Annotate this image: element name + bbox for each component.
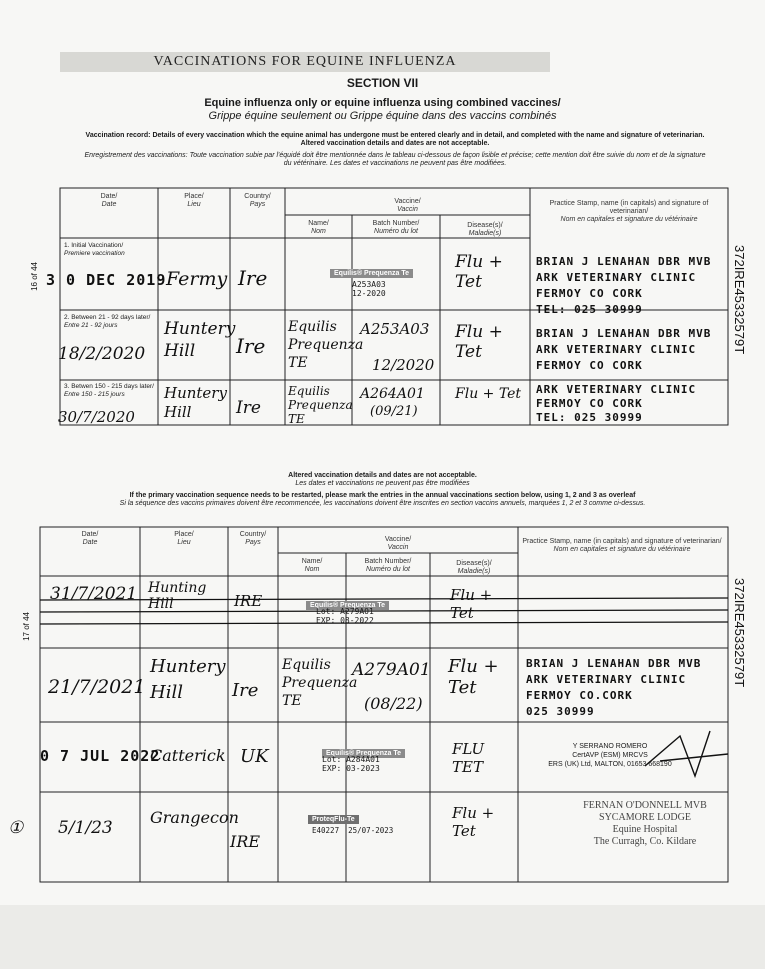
record-en-1: Vaccination record: Details of every vaccination which the equine animal has undergone must be entered clearly and in detail, and completed with the name and signature of veterinarian. (85, 132, 705, 139)
annual-row4-place: Grangecon (150, 808, 239, 827)
annual-row2-stamp: BRIAN J LENAHAN DBR MVB ARK VETERINARY CLINIC FERMOY CO.CORK 025 30999 (526, 657, 702, 718)
row1-place: Fermy (166, 268, 228, 290)
col-date-header: Date/ Date (100, 193, 118, 208)
subtitle-fr: Grippe équine seulement ou Grippe équine dans des vaccins combinés (208, 110, 557, 122)
col-disease-header: Disease(s)/ Maladie(s) (467, 222, 503, 237)
annual-row4-date: 5/1/23 (58, 818, 113, 838)
record-fr-2: du vétérinaire. Les dates et vaccinations ne peuvent pas être modifiées. (283, 160, 507, 167)
record-en-2: Altered vaccination details and dates are not acceptable. (300, 140, 490, 147)
row3-batch-date: (09/21) (370, 404, 418, 419)
annual-col-place-header: Place/ Lieu (174, 531, 194, 546)
row2-place: Huntery Hill (164, 319, 236, 361)
row1-country: Ire (238, 266, 268, 290)
page-number-bottom: 17 of 44 (22, 612, 31, 641)
col-country-header: Country/ Pays (244, 193, 271, 208)
annual-row1-place: Hunting Hill (148, 580, 207, 612)
annual-row1-vaccine-sticker: Equilis® Prequenza Te (306, 594, 389, 612)
row3-batch: A264A01 (360, 386, 425, 402)
annual-row4-country: IRE (230, 832, 261, 851)
annual-row2-vaccine: Equilis Prequenza TE (282, 657, 358, 709)
annual-row1-country: IRE (234, 592, 263, 610)
annual-row3-vaccine-sticker: Equilis® Prequenza Te (322, 742, 405, 760)
middle-note-1: Altered vaccination details and dates are not acceptable. (288, 472, 477, 479)
row2-batch: A253A03 (360, 320, 430, 338)
annual-row4-vaccine-sticker: ProteqFlu-Te (308, 808, 359, 826)
annual-row2-country: Ire (232, 680, 259, 701)
annual-row1-date: 31/7/2021 (50, 584, 138, 604)
section-title: SECTION VII (346, 76, 419, 90)
annual-row2-batch-date: (08/22) (364, 694, 423, 713)
row1-date: 3 0 DEC 2019 (46, 271, 167, 289)
annual-row2-date: 21/7/2021 (48, 676, 146, 698)
row1-disease: Flu + Tet (455, 252, 503, 292)
annual-row4-stamp: FERNAN O'DONNELL MVB SYCAMORE LODGE Equine Hospital The Curragh, Co. Kildare (583, 800, 707, 847)
col-batch-header: Batch Number/ Numéro du lot (372, 220, 420, 235)
col-name-header: Name/ Nom (308, 220, 329, 235)
row2-stamp: BRIAN J LENAHAN DBR MVB ARK VETERINARY CLINIC FERMOY CO CORK (536, 327, 712, 372)
middle-note-3: If the primary vaccination sequence needs to be restarted, please mark the entries in the annual vaccinations section below, using 1, 2 and 3 as overleaf (129, 492, 636, 499)
middle-note-4: Si la séquence des vaccins primaires doivent être recommencée, les vaccinations doivent être inscrites en section vaccins annuels, marquées 1, 2 et 3 comme ci-dessus. (119, 500, 646, 507)
annual-col-disease-header: Disease(s)/ Maladie(s) (456, 560, 492, 575)
row2-batch-date: 12/2020 (372, 356, 435, 374)
annual-row3-date: 0 7 JUL 2022 (40, 747, 161, 765)
annual-row1-disease: Flu + Tet (450, 586, 493, 622)
col-stamp-header: Practice Stamp, name (in capitals) and signature of veterinarian/ Nom en capitales et signature du vétérinaire (549, 200, 709, 223)
page-number-top: 16 of 44 (30, 262, 39, 291)
record-fr-1: Enregistrement des vaccinations: Toute vaccination subie par l'équidé doit être mentionnée dans le tableau ci-dessous de façon lisible et précise; cette mention doit être suivie du nom et de la signature (84, 152, 706, 159)
annual-row2-disease: Flu + Tet (448, 656, 499, 698)
annual-col-country-header: Country/ Pays (239, 531, 267, 546)
section-banner: VACCINATIONS FOR EQUINE INFLUENZA (60, 52, 550, 72)
col-place-header: Place/ Lieu (184, 193, 204, 208)
horse-id-bottom: 372IRE45332579T (732, 578, 747, 688)
annual-row3-stamp: Y SERRANO ROMERO CertAVP (ESM) MRCVS ERS (UK) Ltd, MALTON, 01653 668190 (548, 743, 672, 768)
annual-row3-country: UK (240, 746, 269, 767)
annual-row4-lot: E40227 25/07-2023 (312, 826, 394, 835)
row2-date: 18/2/2020 (58, 344, 146, 364)
annual-col-stamp-header: Practice Stamp, name (in capitals) and signature of veterinarian/ Nom en capitales et signature du vétérinaire (522, 538, 722, 553)
row1-vaccine-sticker: Equilis® Prequenza Te (330, 262, 413, 280)
annual-row3-disease: FLU TET (452, 740, 485, 776)
row3-vaccine: Equilis Prequenza TE (288, 384, 353, 426)
row3-stamp: ARK VETERINARY CLINIC FERMOY CO CORK TEL: 025 30999 (536, 383, 697, 424)
annual-col-date-header: Date/ Date (81, 531, 99, 546)
annual-row4-disease: Flu + Tet (452, 804, 495, 840)
row1-stamp: BRIAN J LENAHAN DBR MVB ARK VETERINARY CLINIC FERMOY CO CORK TEL: 025 30999 (536, 255, 712, 316)
col-vaccine-header: Vaccine/ Vaccin (394, 198, 421, 213)
row2-disease: Flu + Tet (455, 322, 503, 362)
annual-row1-lot: Lot: A279A01 EXP: 08-2022 (316, 607, 374, 625)
row3-label: 3. Betwen 150 - 215 days later/ Entre 150 - 215 jours (64, 383, 154, 398)
subtitle-en: Equine influenza only or equine influenza using combined vaccines/ (204, 97, 561, 109)
row1-lot: A253A03 12-2020 (352, 280, 386, 298)
row3-country: Ire (236, 398, 261, 418)
row2-country: Ire (236, 334, 266, 358)
annual-col-vaccine-header: Vaccine/ Vaccin (384, 536, 412, 551)
row1-label: 1. Initial Vaccination/ Premiere vaccination (64, 242, 125, 257)
annual-row4-marker: ① (8, 818, 24, 838)
row2-label: 2. Between 21 - 92 days later/ Entre 21 - 92 jours (64, 314, 151, 329)
annual-row3-signature (640, 726, 730, 786)
annual-row3-lot: Lot: A284A01 EXP: 03-2023 (322, 755, 380, 773)
annual-row2-place: Huntery Hill (150, 656, 226, 703)
annual-col-batch-header: Batch Number/ Numéro du lot (364, 558, 412, 573)
middle-note-2: Les dates et vaccinations ne peuvent pas être modifiées (295, 480, 470, 487)
annual-row3-place: Catterick (150, 746, 226, 765)
row3-date: 30/7/2020 (58, 408, 135, 426)
annual-row2-batch: A279A01 (352, 660, 431, 680)
horse-id-top: 372IRE45332579T (732, 245, 747, 355)
row3-disease: Flu + Tet (455, 386, 522, 402)
annual-col-name-header: Name/ Nom (301, 558, 323, 573)
row3-place: Huntery Hill (164, 384, 227, 421)
row2-vaccine: Equilis Prequenza TE (288, 319, 364, 371)
